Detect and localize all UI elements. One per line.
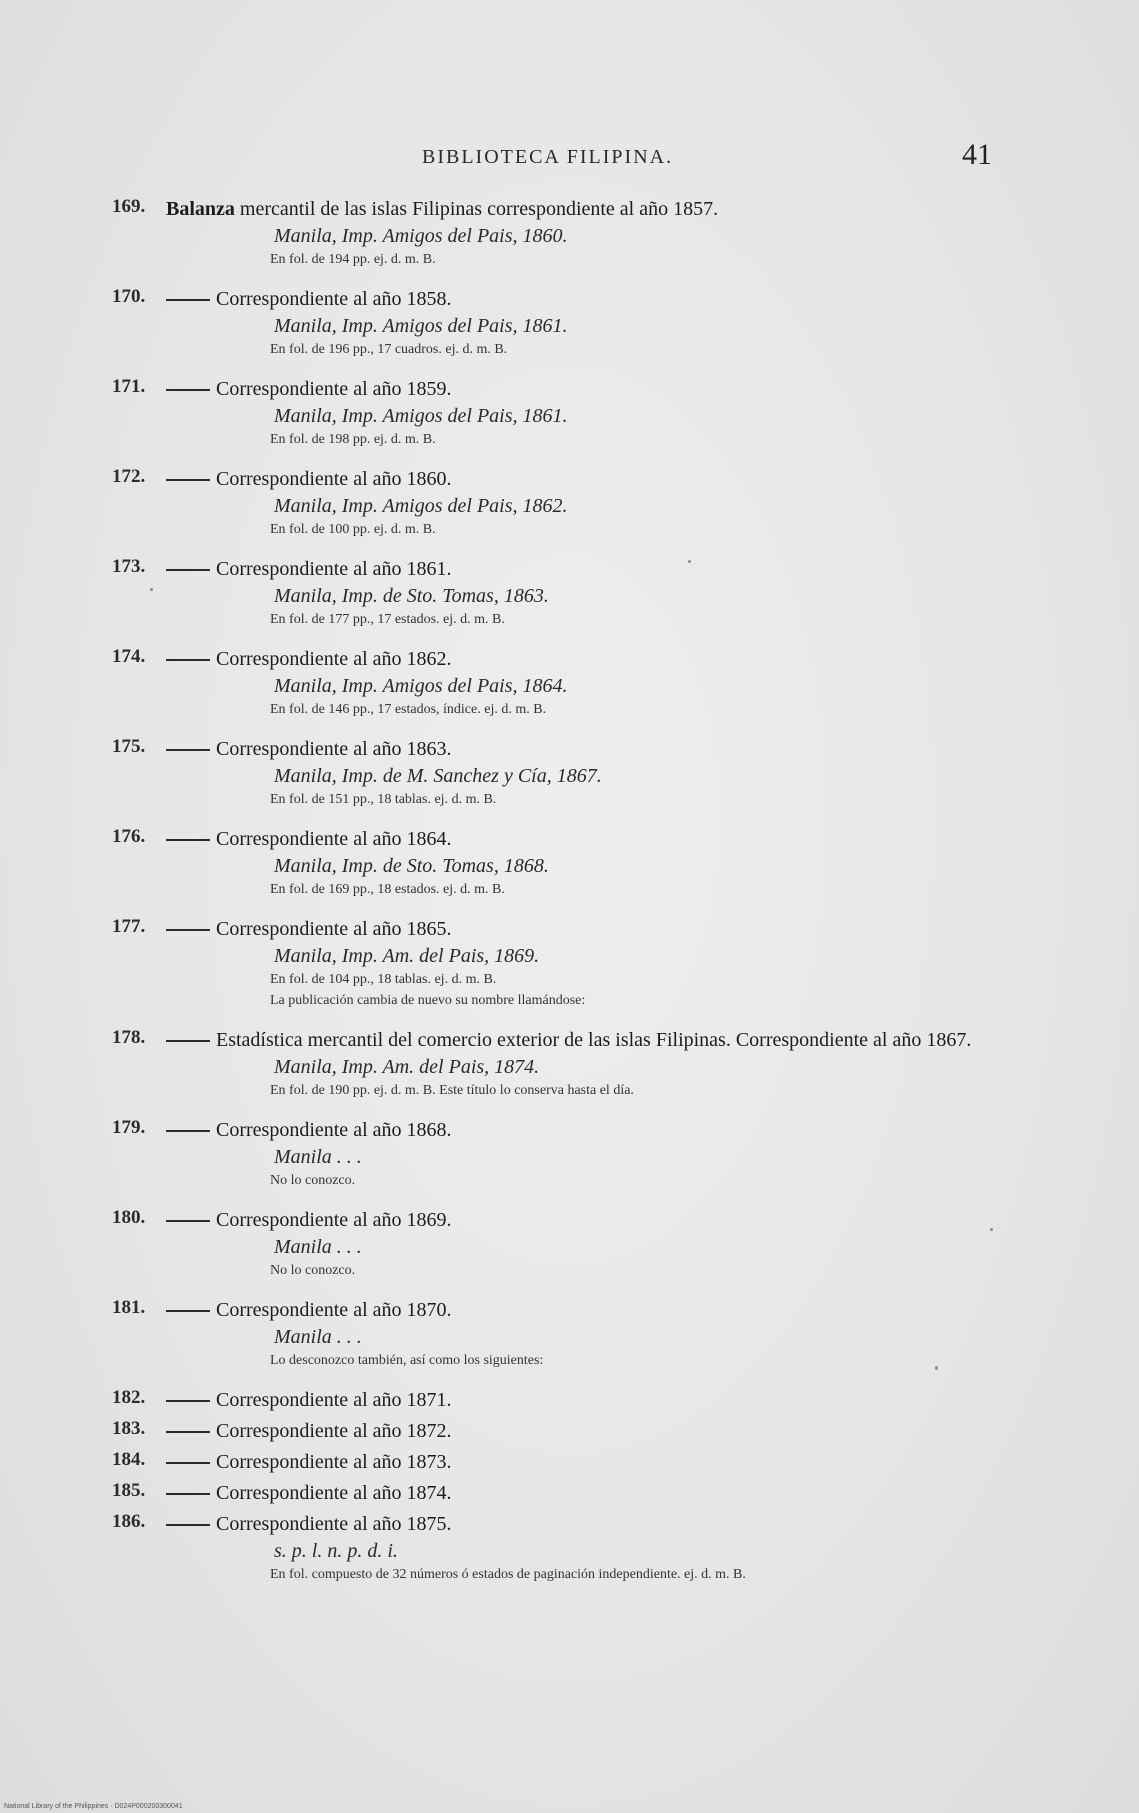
entry-title	[166, 556, 991, 583]
entry-text: Correspondiente al año 1868.	[216, 1119, 452, 1141]
ditto-dash	[166, 659, 210, 661]
entry-title	[166, 1418, 991, 1445]
entry-text: Correspondiente al año 1865.	[216, 918, 452, 940]
entry-number: 181.	[112, 1297, 146, 1318]
entry-title	[166, 1027, 991, 1054]
ditto-dash	[166, 569, 210, 571]
entry-imprint: Manila . . .	[274, 1236, 362, 1258]
entry-imprint: Manila, Imp. de Sto. Tomas, 1863.	[274, 585, 549, 607]
entry-note: En fol. de 151 pp., 18 tablas. ej. d. m. B.	[270, 792, 497, 807]
catalog-entry	[0, 826, 1139, 900]
scan-speck	[150, 588, 153, 591]
entry-note: No lo conozco.	[270, 1173, 356, 1188]
catalog-entry	[0, 1297, 1139, 1371]
entry-note: En fol. de 190 pp. ej. d. m. B. Este título lo conserva hasta el día.	[270, 1083, 634, 1098]
entry-title	[166, 736, 991, 763]
entry-title	[166, 1207, 991, 1234]
entry-text: Correspondiente al año 1870.	[216, 1299, 452, 1321]
ditto-dash	[166, 299, 210, 301]
catalog-entry	[0, 1387, 1139, 1414]
entry-imprint: Manila, Imp. Am. del Pais, 1869.	[274, 945, 540, 967]
scan-speck	[935, 1366, 938, 1370]
entry-title	[166, 1511, 991, 1538]
ditto-dash	[166, 1431, 210, 1433]
scan-speck	[990, 1228, 993, 1231]
entry-imprint: Manila, Imp. Amigos del Pais, 1861.	[274, 315, 568, 337]
entry-imprint: Manila . . .	[274, 1326, 362, 1348]
entry-title	[166, 1449, 991, 1476]
entry-number: 177.	[112, 916, 146, 937]
ditto-dash	[166, 839, 210, 841]
entry-number: 174.	[112, 646, 146, 667]
catalog-entry	[0, 1449, 1139, 1476]
catalog-entry	[0, 646, 1139, 720]
entry-imprint: Manila, Imp. de Sto. Tomas, 1868.	[274, 855, 549, 877]
entry-imprint: Manila, Imp. Am. del Pais, 1874.	[274, 1056, 540, 1078]
entry-number: 179.	[112, 1117, 146, 1138]
catalog-entry	[0, 286, 1139, 360]
entry-number: 175.	[112, 736, 146, 757]
entry-note: En fol. de 194 pp. ej. d. m. B.	[270, 252, 436, 267]
catalog-entry	[0, 1418, 1139, 1445]
entry-note: En fol. de 177 pp., 17 estados. ej. d. m. B.	[270, 612, 505, 627]
catalog-entry	[0, 196, 1139, 270]
catalog-entry	[0, 1511, 1139, 1585]
entry-imprint: Manila, Imp. Amigos del Pais, 1860.	[274, 225, 568, 247]
entry-title	[166, 646, 991, 673]
ditto-dash	[166, 1524, 210, 1526]
entry-text: Correspondiente al año 1873.	[216, 1451, 452, 1473]
catalog-entry	[0, 736, 1139, 810]
entry-number: 173.	[112, 556, 146, 577]
entry-number: 186.	[112, 1511, 146, 1532]
ditto-dash	[166, 1130, 210, 1132]
catalog-entry	[0, 1027, 1139, 1101]
entry-title	[166, 1117, 991, 1144]
entry-imprint: Manila . . .	[274, 1146, 362, 1168]
ditto-dash	[166, 1310, 210, 1312]
entry-note-extra: La publicación cambia de nuevo su nombre llamándose:	[270, 993, 586, 1008]
entry-number: 170.	[112, 286, 146, 307]
catalog-entry	[0, 916, 1139, 1011]
entry-number: 171.	[112, 376, 146, 397]
entry-number: 182.	[112, 1387, 146, 1408]
entry-note: En fol. compuesto de 32 números ó estados de paginación independiente. ej. d. m. B.	[270, 1567, 746, 1582]
ditto-dash	[166, 1040, 210, 1042]
entry-imprint: Manila, Imp. Amigos del Pais, 1864.	[274, 675, 568, 697]
catalog-entry	[0, 376, 1139, 450]
entry-text: mercantil de las islas Filipinas correspondiente al año 1857.	[239, 198, 719, 220]
entry-text: Correspondiente al año 1871.	[216, 1389, 452, 1411]
entry-imprint: Manila, Imp. Amigos del Pais, 1861.	[274, 405, 568, 427]
entry-text: Correspondiente al año 1863.	[216, 738, 452, 760]
entry-imprint: Manila, Imp. de M. Sanchez y Cía, 1867.	[274, 765, 602, 787]
entry-text: Correspondiente al año 1875.	[216, 1513, 452, 1535]
running-title: BIBLIOTECA FILIPINA.	[422, 146, 674, 168]
ditto-dash	[166, 749, 210, 751]
entry-text: Correspondiente al año 1861.	[216, 558, 452, 580]
entry-title	[166, 286, 991, 313]
entry-title	[166, 1387, 991, 1414]
entry-title	[166, 1297, 991, 1324]
entry-title	[166, 466, 991, 493]
entry-note: En fol. de 146 pp., 17 estados, índice. ej. d. m. B.	[270, 702, 547, 717]
entry-number: 178.	[112, 1027, 146, 1048]
ditto-dash	[166, 389, 210, 391]
ditto-dash	[166, 1493, 210, 1495]
entry-number: 185.	[112, 1480, 146, 1501]
ditto-dash	[166, 929, 210, 931]
entry-text: Correspondiente al año 1860.	[216, 468, 452, 490]
entry-note: En fol. de 104 pp., 18 tablas. ej. d. m. B.	[270, 972, 497, 987]
catalog-entry	[0, 1480, 1139, 1507]
catalog-entry	[0, 1117, 1139, 1191]
entry-title	[166, 1480, 991, 1507]
entry-text: Correspondiente al año 1872.	[216, 1420, 452, 1442]
footer-credit: National Library of the Philippines · D024P000200300041	[4, 1803, 183, 1810]
catalog-entry	[0, 556, 1139, 630]
entry-text: Correspondiente al año 1862.	[216, 648, 452, 670]
catalog-entry	[0, 466, 1139, 540]
entry-text: Correspondiente al año 1869.	[216, 1209, 452, 1231]
entry-text: Estadística mercantil del comercio exterior de las islas Filipinas. Correspondiente al año 1867.	[216, 1029, 972, 1051]
page-header	[422, 138, 992, 178]
catalog-entry	[0, 1207, 1139, 1281]
scan-speck	[688, 560, 691, 563]
entry-lead-word: Balanza	[166, 198, 235, 220]
entry-title	[166, 916, 991, 943]
entry-title	[166, 376, 991, 403]
entry-note: En fol. de 100 pp. ej. d. m. B.	[270, 522, 436, 537]
catalog-entries	[0, 196, 1139, 1601]
entry-number: 184.	[112, 1449, 146, 1470]
ditto-dash	[166, 1400, 210, 1402]
entry-note: En fol. de 196 pp., 17 cuadros. ej. d. m. B.	[270, 342, 508, 357]
entry-imprint: Manila, Imp. Amigos del Pais, 1862.	[274, 495, 568, 517]
entry-note: No lo conozco.	[270, 1263, 356, 1278]
ditto-dash	[166, 1220, 210, 1222]
entry-note: En fol. de 169 pp., 18 estados. ej. d. m. B.	[270, 882, 505, 897]
entry-title	[166, 196, 991, 223]
entry-number: 172.	[112, 466, 146, 487]
entry-text: Correspondiente al año 1864.	[216, 828, 452, 850]
entry-number: 176.	[112, 826, 146, 847]
entry-note: Lo desconozco también, así como los siguientes:	[270, 1353, 544, 1368]
entry-note: En fol. de 198 pp. ej. d. m. B.	[270, 432, 436, 447]
entry-text: Correspondiente al año 1858.	[216, 288, 452, 310]
page-number: 41	[962, 138, 992, 171]
entry-text: Correspondiente al año 1859.	[216, 378, 452, 400]
ditto-dash	[166, 1462, 210, 1464]
entry-number: 180.	[112, 1207, 146, 1228]
ditto-dash	[166, 479, 210, 481]
entry-number: 169.	[112, 196, 146, 217]
entry-number: 183.	[112, 1418, 146, 1439]
entry-title	[166, 826, 991, 853]
entry-text: Correspondiente al año 1874.	[216, 1482, 452, 1504]
entry-imprint: s. p. l. n. p. d. i.	[274, 1540, 398, 1562]
